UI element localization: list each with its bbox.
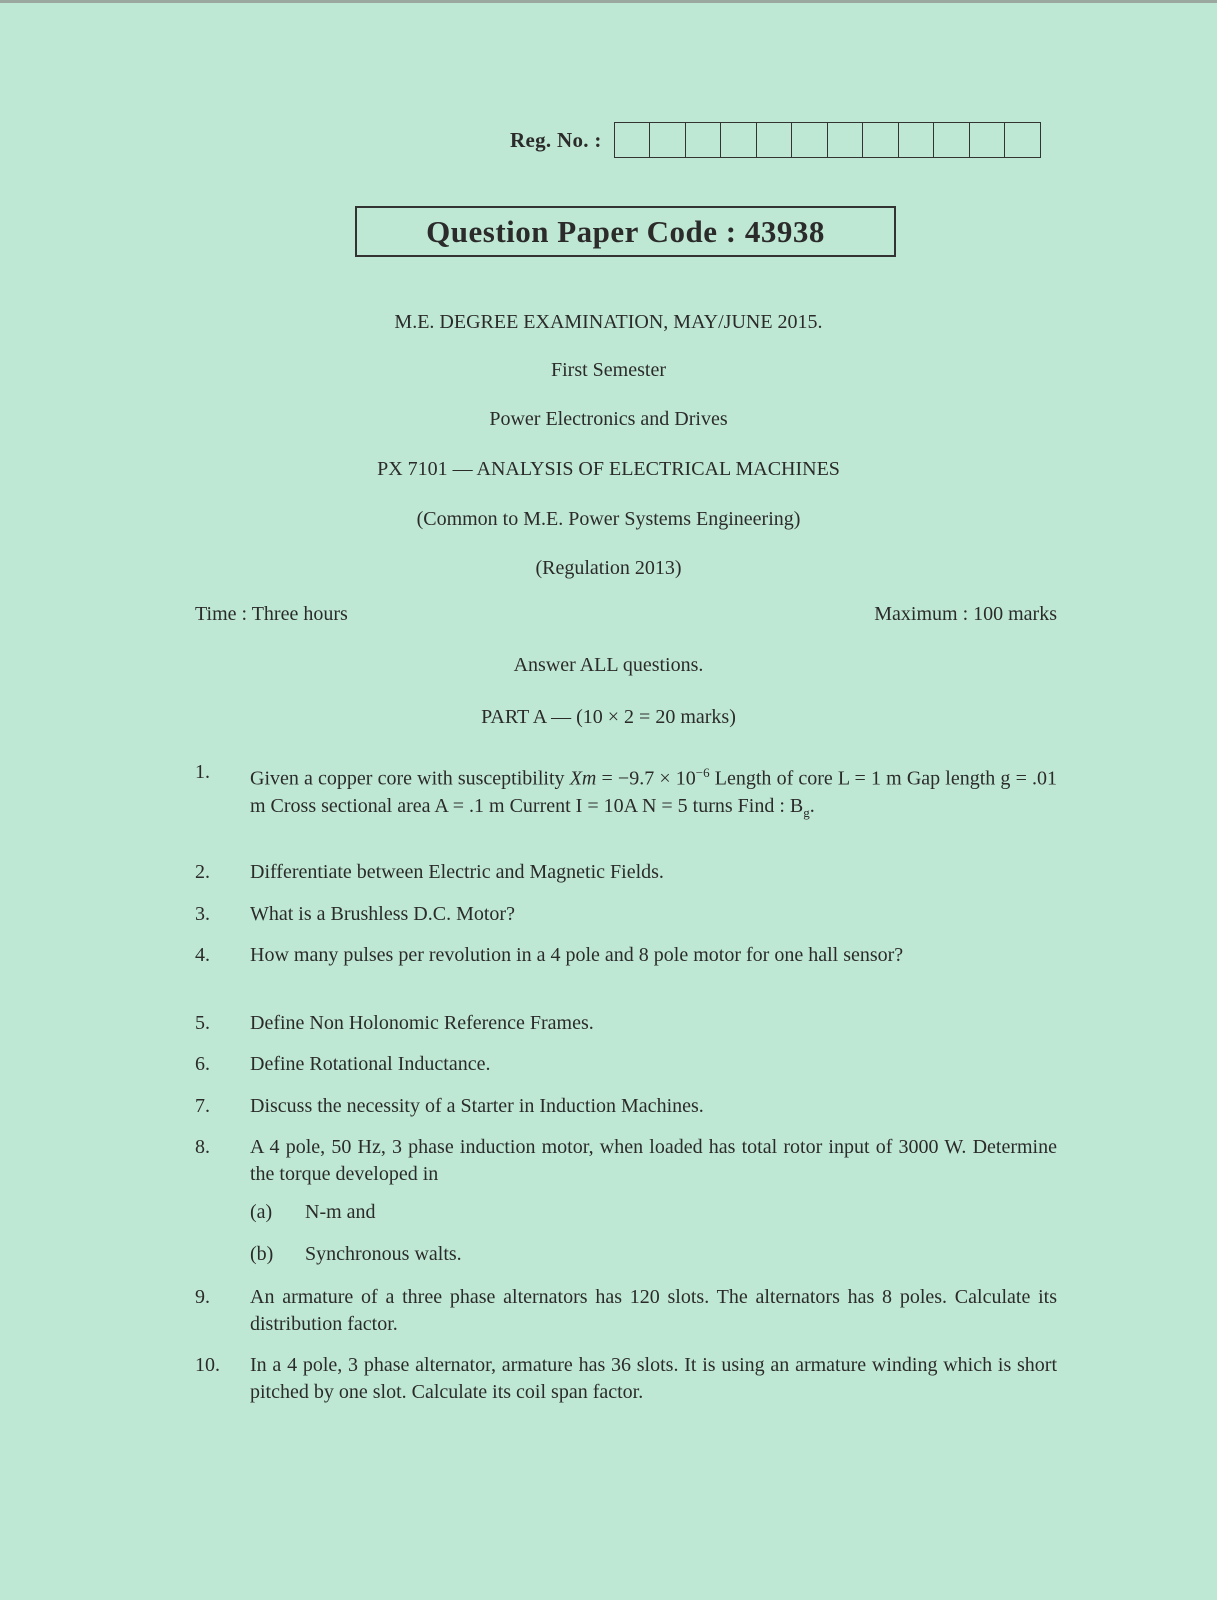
question-number: 3. — [195, 903, 210, 925]
semester: First Semester — [551, 359, 666, 381]
question-text: Differentiate between Electric and Magnetic Fields. — [250, 861, 664, 883]
reg-no-box[interactable] — [686, 123, 722, 157]
q8-sub-b: (b) Synchronous walts. — [250, 1243, 462, 1265]
regulation: (Regulation 2013) — [535, 557, 682, 579]
question-number: 4. — [195, 944, 210, 966]
question-number: 1. — [195, 761, 210, 783]
question-2 — [195, 859, 1057, 886]
branch: Power Electronics and Drives — [489, 408, 728, 430]
question-text: Define Rotational Inductance. — [250, 1053, 491, 1075]
reg-no-box[interactable] — [934, 123, 970, 157]
reg-no-label: Reg. No. : — [510, 127, 602, 152]
reg-no-box[interactable] — [615, 123, 651, 157]
question-text: An armature of a three phase alternators has 120 slots. The alternators has 8 poles. Calculate its distribution factor. — [250, 1286, 1057, 1335]
reg-no-box[interactable] — [650, 123, 686, 157]
question-text: In a 4 pole, 3 phase alternator, armature has 36 slots. It is using an armature winding which is short pitched by one slot. Calculate its coil span factor. — [250, 1354, 1057, 1403]
question-number: 5. — [195, 1012, 210, 1034]
scan-edge — [0, 0, 1217, 3]
max-marks: Maximum : 100 marks — [874, 603, 1057, 625]
question-3 — [195, 901, 1057, 928]
question-text: A 4 pole, 50 Hz, 3 phase induction motor, when loaded has total rotor input of 3000 W. Determine the torque developed in — [250, 1136, 1057, 1185]
question-8 — [195, 1134, 1057, 1188]
question-text: Given a copper core with susceptibility $Xm = -9.7 \times 10^{-6}$ Length of core L = 1 m Gap length g = .01 m Cross sectional area A = .1 m Current I = 10A N = 5 turns Find : $B_g$. — [250, 765, 1057, 820]
question-paper-code: Question Paper Code : 43938 — [355, 206, 896, 257]
part-heading: PART A — (10 × 2 = 20 marks) — [481, 706, 736, 728]
question-9 — [195, 1284, 1057, 1338]
question-10 — [195, 1352, 1057, 1406]
reg-no-boxes — [614, 122, 1041, 158]
question-text: Define Non Holonomic Reference Frames. — [250, 1012, 594, 1034]
question-1 — [195, 759, 1057, 826]
question-text: Discuss the necessity of a Starter in Induction Machines. — [250, 1095, 704, 1117]
reg-no-box[interactable] — [863, 123, 899, 157]
reg-no — [510, 122, 1041, 158]
reg-no-box[interactable] — [757, 123, 793, 157]
reg-no-box[interactable] — [828, 123, 864, 157]
question-number: 7. — [195, 1095, 210, 1117]
question-number: 6. — [195, 1053, 210, 1075]
question-4 — [195, 942, 1057, 969]
time-marks-row — [195, 603, 1057, 626]
question-number: 8. — [195, 1136, 210, 1158]
reg-no-box[interactable] — [1005, 123, 1040, 157]
reg-no-box[interactable] — [721, 123, 757, 157]
question-5 — [195, 1010, 1057, 1037]
common-to: (Common to M.E. Power Systems Engineering) — [416, 508, 801, 530]
reg-no-box[interactable] — [970, 123, 1006, 157]
question-number: 9. — [195, 1286, 210, 1308]
exam-title: M.E. DEGREE EXAMINATION, MAY/JUNE 2015. — [394, 311, 823, 333]
reg-no-box[interactable] — [899, 123, 935, 157]
question-7 — [195, 1093, 1057, 1120]
question-text: How many pulses per revolution in a 4 pole and 8 pole motor for one hall sensor? — [250, 944, 904, 966]
question-number: 10. — [195, 1354, 220, 1376]
q8-sub-a: (a) N-m and — [250, 1201, 376, 1223]
question-text: What is a Brushless D.C. Motor? — [250, 903, 515, 925]
reg-no-box[interactable] — [792, 123, 828, 157]
instruction: Answer ALL questions. — [513, 654, 704, 676]
question-number: 2. — [195, 861, 210, 883]
time: Time : Three hours — [195, 603, 348, 625]
subject: PX 7101 — ANALYSIS OF ELECTRICAL MACHINES — [377, 458, 840, 480]
question-6 — [195, 1051, 1057, 1078]
